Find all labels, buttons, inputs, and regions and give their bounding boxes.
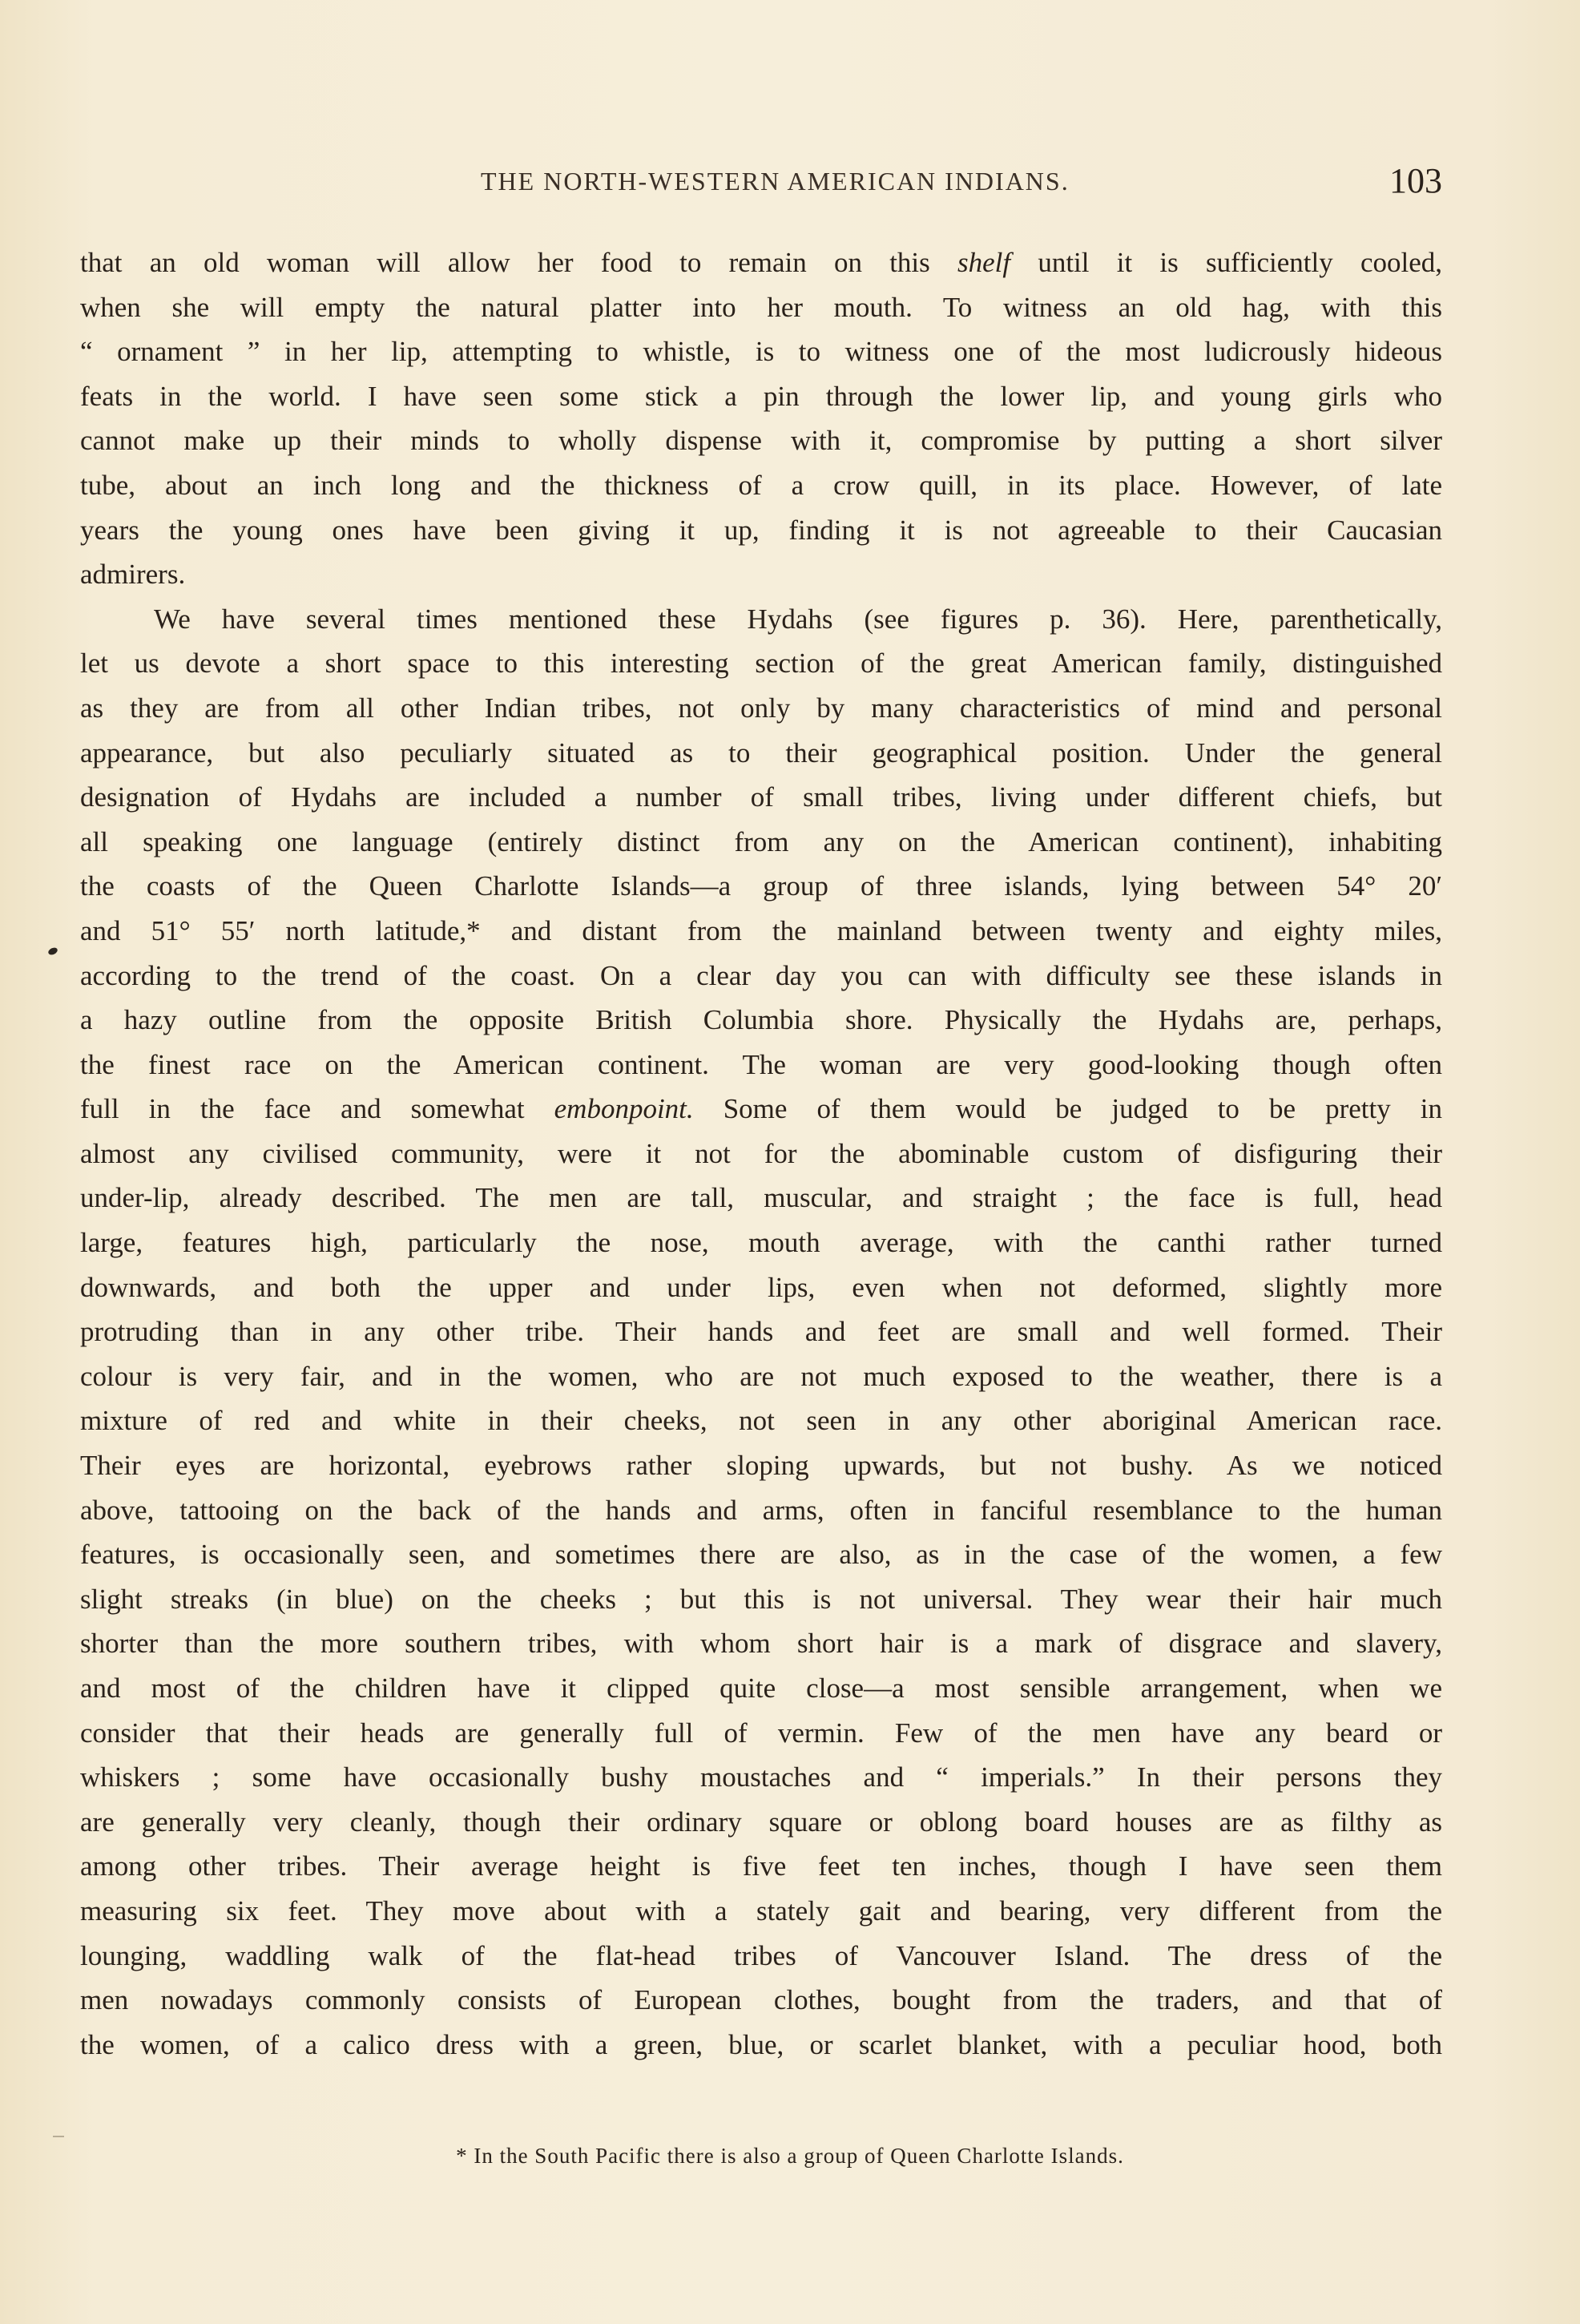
text-line: among other tribes. Their average height is five feet ten inches, though I have seen them — [80, 1850, 1442, 1882]
margin-ink-mark — [47, 946, 58, 956]
text-line: full in the face and somewhat embonpoint. Some of them would be judged to be pretty in — [80, 1093, 1442, 1125]
text-line: colour is very fair, and in the women, who are not much exposed to the weather, there is a — [80, 1360, 1442, 1392]
body-text — [80, 240, 1442, 2067]
text-line: measuring six feet. They move about with a stately gait and bearing, very different from the — [80, 1894, 1442, 1927]
italic-word: shelf — [957, 247, 1011, 278]
text-line: almost any civilised community, were it not for the abominable custom of disfiguring their — [80, 1137, 1442, 1169]
text-line: cannot make up their minds to wholly dispense with it, compromise by putting a short silver — [80, 425, 1442, 457]
text-line: Their eyes are horizontal, eyebrows rather sloping upwards, but not bushy. As we noticed — [80, 1450, 1442, 1482]
footnote: * In the South Pacific there is also a group of Queen Charlotte Islands. — [456, 2144, 1124, 2168]
text-line: and 51° 55′ north latitude,* and distant from the mainland between twenty and eighty miles, — [80, 914, 1442, 946]
italic-word: embonpoint. — [554, 1093, 694, 1125]
text-line: downwards, and both the upper and under lips, even when not deformed, slightly more — [80, 1271, 1442, 1303]
page-number: 103 — [1389, 161, 1442, 200]
text-line: and most of the children have it clipped quite close—a most sensible arrangement, when we — [80, 1672, 1442, 1704]
text-line: slight streaks (in blue) on the cheeks ; but this is not universal. They wear their hair much — [80, 1583, 1442, 1615]
text-line: a hazy outline from the opposite British Columbia shore. Physically the Hydahs are, perhaps, — [80, 1004, 1442, 1036]
text-line: that an old woman will allow her food to remain on this shelf until it is sufficiently cooled, — [80, 247, 1442, 278]
text-line: above, tattooing on the back of the hands and arms, often in fanciful resemblance to the human — [80, 1494, 1442, 1526]
text-line: the coasts of the Queen Charlotte Islands—a group of three islands, lying between 54° 20′ — [80, 870, 1442, 902]
text-line: are generally very cleanly, though their ordinary square or oblong board houses are as filthy as — [80, 1806, 1442, 1838]
text-line: “ ornament ” in her lip, attempting to whistle, is to witness one of the most ludicrously hideous — [80, 336, 1442, 368]
text-line: as they are from all other Indian tribes, not only by many characteristics of mind and personal — [80, 692, 1442, 724]
running-head: THE NORTH-WESTERN AMERICAN INDIANS. — [481, 167, 1070, 196]
text-line: under-lip, already described. The men are tall, muscular, and straight ; the face is full, head — [80, 1182, 1442, 1214]
text-line: tube, about an inch long and the thickness of a crow quill, in its place. However, of late — [80, 469, 1442, 501]
text-line: admirers. — [80, 559, 186, 591]
text-line: mixture of red and white in their cheeks, not seen in any other aboriginal American race. — [80, 1405, 1442, 1437]
text-line: men nowadays commonly consists of European clothes, bought from the traders, and that of — [80, 1984, 1442, 2016]
text-line: features, is occasionally seen, and sometimes there are also, as in the case of the women, a few — [80, 1539, 1442, 1571]
text-line: years the young ones have been giving it up, finding it is not agreeable to their Caucasian — [80, 514, 1442, 546]
text-line: the women, of a calico dress with a green, blue, or scarlet blanket, with a peculiar hood, both — [80, 2028, 1442, 2060]
text-line: shorter than the more southern tribes, with whom short hair is a mark of disgrace and slavery, — [80, 1628, 1442, 1660]
footnote-mark — [53, 2136, 64, 2137]
text-line: lounging, waddling walk of the flat-head tribes of Vancouver Island. The dress of the — [80, 1939, 1442, 1971]
text-line: the finest race on the American continent. The woman are very good-looking though often — [80, 1048, 1442, 1080]
text-line: designation of Hydahs are included a number of small tribes, living under different chiefs, but — [80, 781, 1442, 813]
paragraph-start-line: We have several times mentioned these Hydahs (see figures p. 36). Here, parenthetically, — [154, 603, 1442, 635]
text-line: according to the trend of the coast. On a clear day you can with difficulty see these islands in — [80, 959, 1442, 991]
text-line: feats in the world. I have seen some stick a pin through the lower lip, and young girls who — [80, 380, 1442, 412]
text-line: let us devote a short space to this interesting section of the great American family, distinguished — [80, 648, 1442, 680]
text-line: when she will empty the natural platter into her mouth. To witness an old hag, with this — [80, 291, 1442, 323]
text-line: protruding than in any other tribe. Their hands and feet are small and well formed. Their — [80, 1316, 1442, 1348]
text-line: whiskers ; some have occasionally bushy moustaches and “ imperials.” In their persons they — [80, 1761, 1442, 1793]
text-line: all speaking one language (entirely distinct from any on the American continent), inhabiting — [80, 825, 1442, 857]
text-line: large, features high, particularly the nose, mouth average, with the canthi rather turned — [80, 1227, 1442, 1259]
text-line: appearance, but also peculiarly situated as to their geographical position. Under the general — [80, 736, 1442, 769]
text-line: consider that their heads are generally full of vermin. Few of the men have any beard or — [80, 1717, 1442, 1749]
